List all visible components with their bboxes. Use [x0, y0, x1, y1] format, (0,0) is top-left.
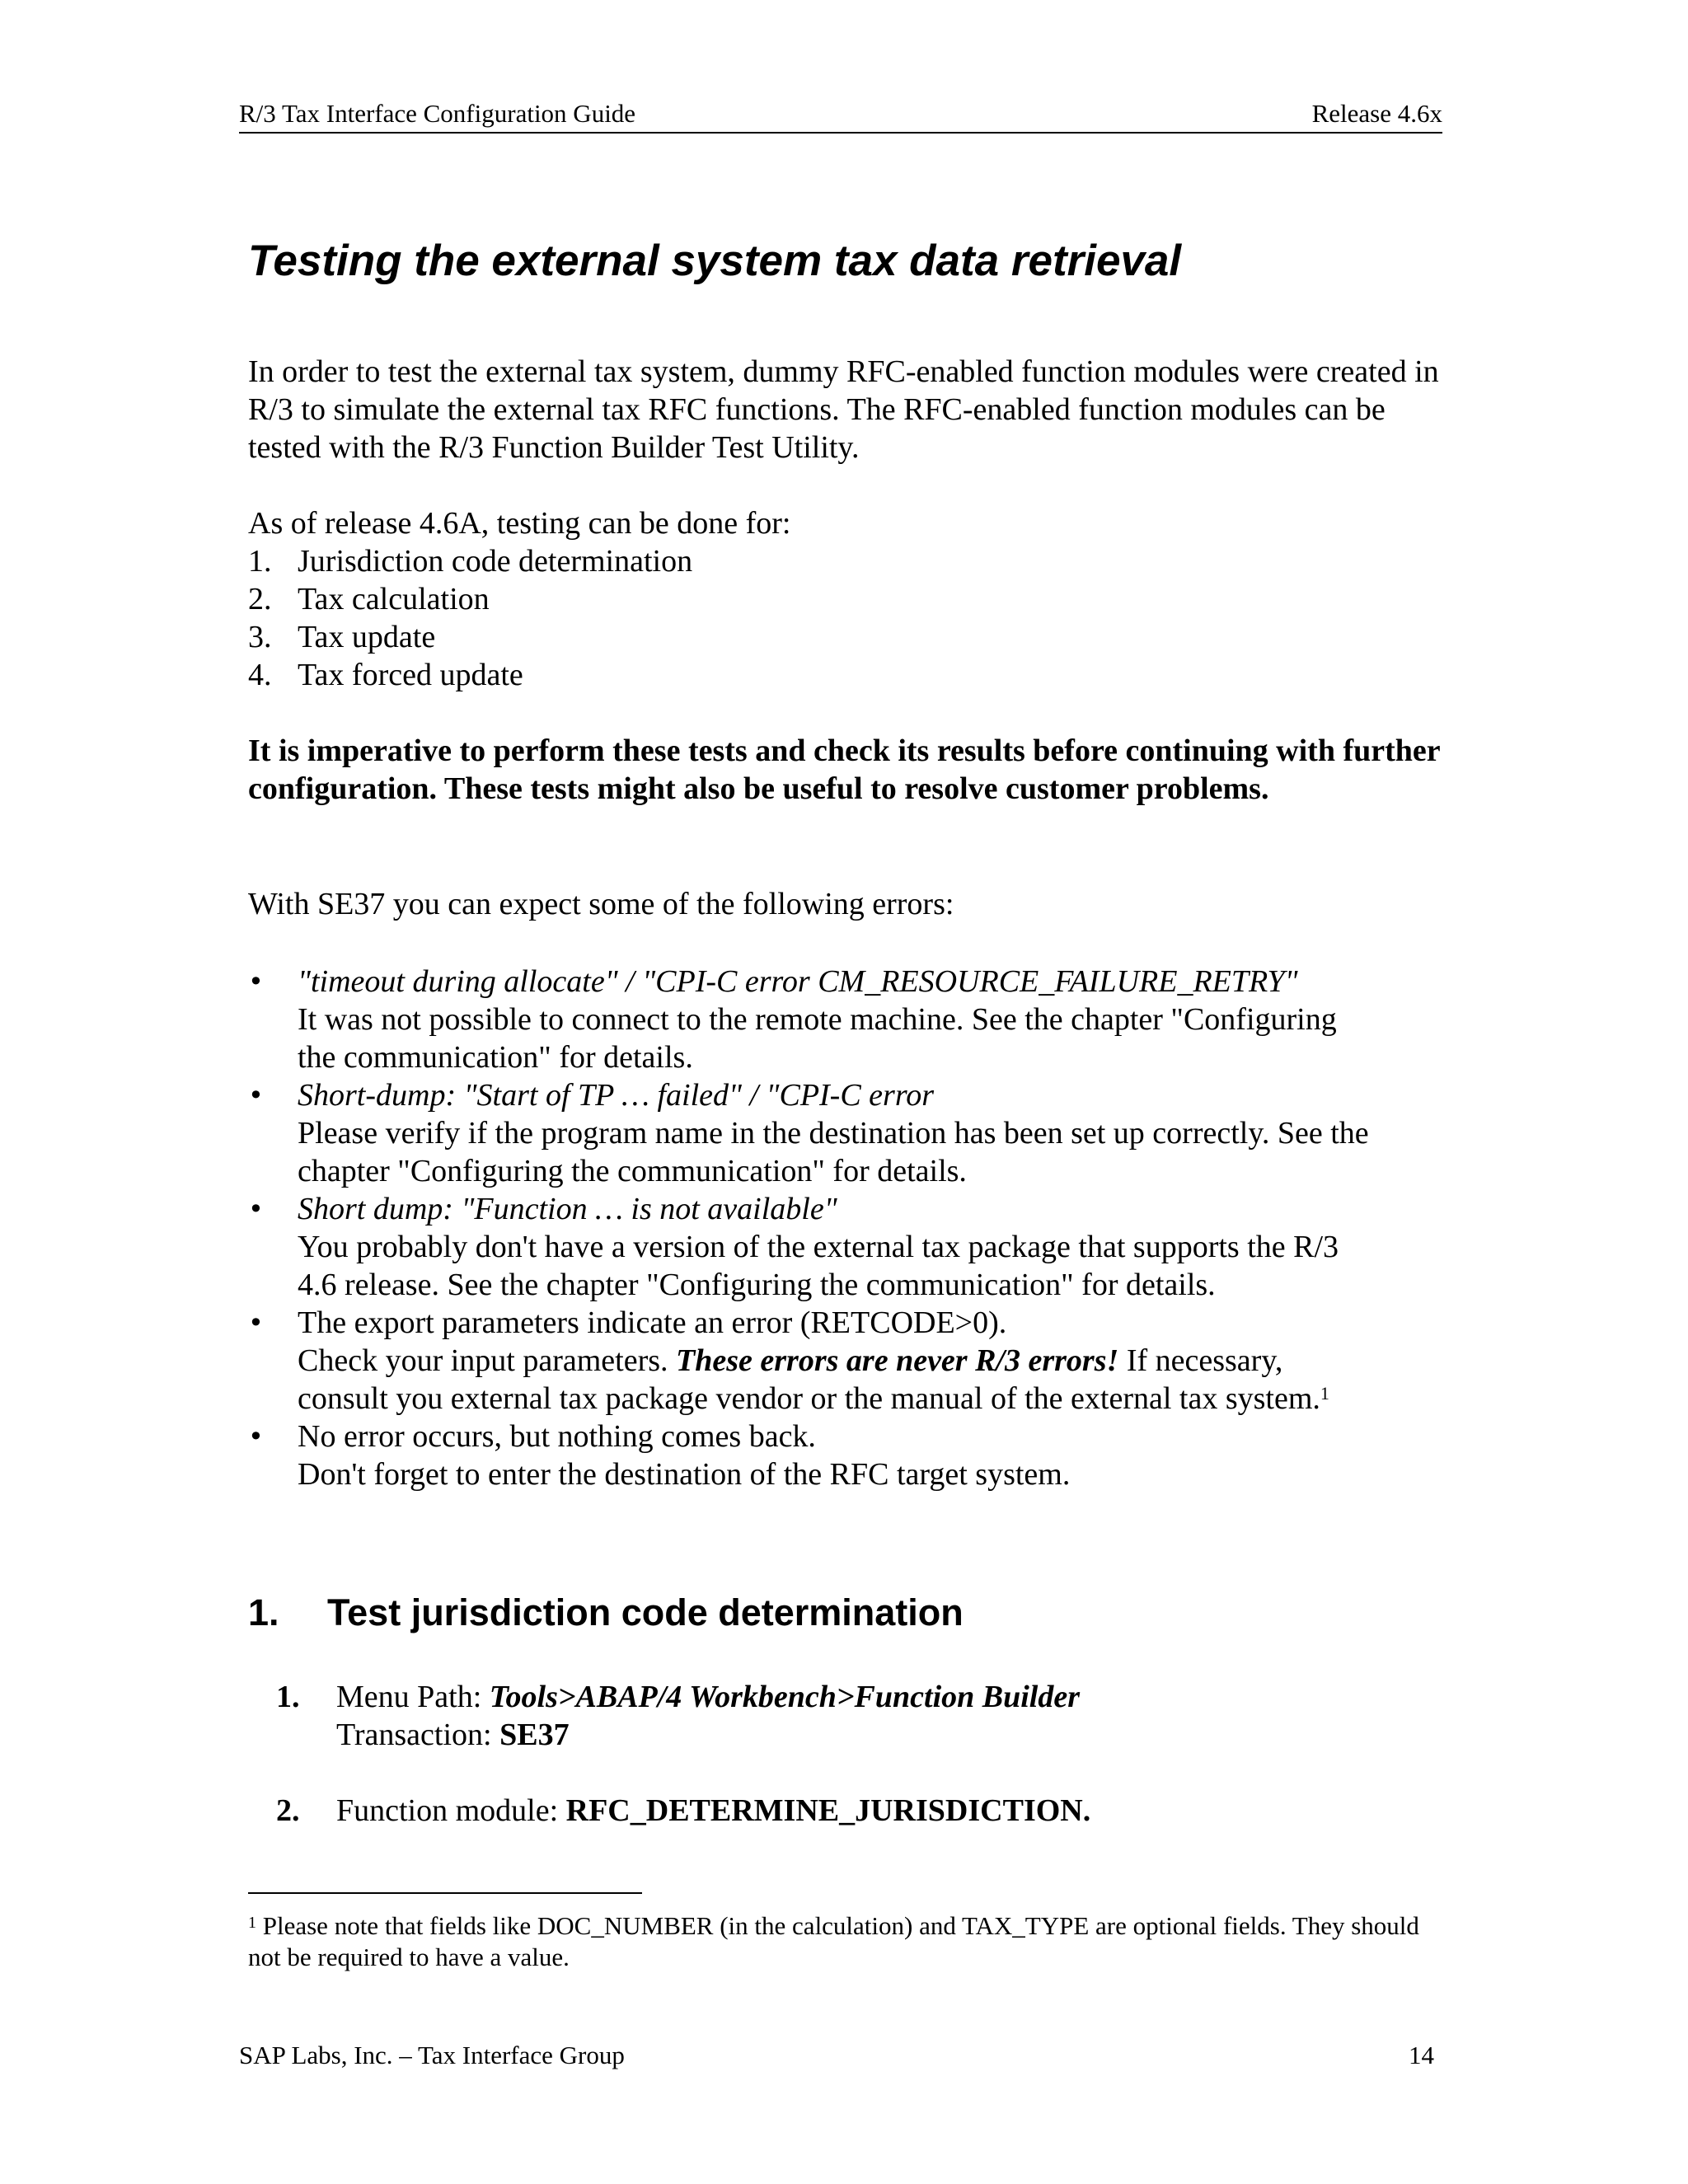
step-number: 2.: [276, 1793, 300, 1828]
error-description: It was not possible to connect to the remote machine. See the chapter "Configuring: [298, 1002, 1337, 1037]
step-content: [336, 1678, 1080, 1754]
footnote-reference: 1: [1320, 1383, 1329, 1404]
list-item-label: Tax forced update: [298, 658, 523, 692]
bullet-icon: •: [248, 1080, 264, 1111]
intro-paragraph: In order to test the external tax system, dummy RFC-enabled function modules were created in R/3 to simulate the external tax RFC functions. The RFC-enabled function modules can be tested with the R/3 Function Builder Test Utility.: [248, 354, 1439, 465]
error-item: [248, 1190, 1451, 1304]
bullet-icon: •: [248, 1307, 264, 1338]
bullet-icon: •: [248, 1193, 264, 1225]
list-item: [248, 656, 692, 694]
section-title: Testing the external system tax data retrieval: [248, 237, 1182, 285]
error-item: [248, 1304, 1451, 1418]
function-module-label: Function module:: [336, 1793, 566, 1828]
errors-list: [248, 963, 1451, 1493]
error-text: If necessary,: [1118, 1343, 1283, 1378]
footnote: [248, 1910, 1451, 1973]
step-number: 1.: [276, 1680, 300, 1714]
error-item: [248, 963, 1451, 1076]
transaction-code: SE37: [499, 1718, 570, 1752]
error-description: the communication" for details.: [298, 1040, 693, 1075]
menu-path: [336, 1678, 1080, 1716]
error-description: chapter "Configuring the communication" for details.: [298, 1154, 967, 1188]
error-description: [298, 1342, 1451, 1380]
footnote-text: Please note that fields like DOC_NUMBER (in the calculation) and TAX_TYPE are optional fields. They should not be required to have a value.: [248, 1911, 1419, 1971]
list-item-label: Jurisdiction code determination: [298, 544, 693, 579]
list-item-number: 3.: [248, 620, 272, 654]
running-header: [239, 97, 1442, 134]
error-item: [248, 1076, 1451, 1190]
list-item-number: 2.: [248, 582, 272, 616]
list-item: [248, 542, 692, 580]
error-text: Check your input parameters.: [298, 1343, 677, 1378]
menu-path-label: Menu Path:: [336, 1680, 490, 1714]
step-content: [336, 1792, 1090, 1830]
function-module-name: RFC_DETERMINE_JURISDICTION.: [565, 1793, 1091, 1828]
list-item-label: Tax calculation: [298, 582, 490, 616]
error-title: "timeout during allocate" / "CPI-C error CM_RESOURCE_FAILURE_RETRY": [298, 964, 1298, 999]
footnote-divider: [248, 1892, 642, 1894]
error-title: Short dump: "Function … is not available": [298, 1192, 837, 1226]
list-item: [248, 618, 692, 656]
subsection-title: Test jurisdiction code determination: [327, 1591, 964, 1633]
subsection-number: 1.: [248, 1591, 279, 1633]
footer-organization: SAP Labs, Inc. – Tax Interface Group: [239, 2041, 625, 2069]
transaction-label: Transaction:: [336, 1718, 500, 1752]
error-title: The export parameters indicate an error (RETCODE>0).: [298, 1305, 1007, 1340]
error-description: You probably don't have a version of the external tax package that supports the R/3: [298, 1230, 1339, 1264]
error-item: [248, 1418, 1451, 1493]
function-module: [336, 1792, 1090, 1830]
list-item-number: 4.: [248, 658, 272, 692]
list-item-label: Tax update: [298, 620, 436, 654]
errors-lead: With SE37 you can expect some of the following errors:: [248, 887, 954, 921]
header-title: R/3 Tax Interface Configuration Guide: [239, 99, 636, 128]
footnote-number: 1: [248, 1914, 256, 1932]
menu-path-value: Tools>ABAP/4 Workbench>Function Builder: [489, 1680, 1081, 1714]
bullet-icon: •: [248, 966, 264, 997]
error-title: No error occurs, but nothing comes back.: [298, 1419, 816, 1454]
imperative-note: It is imperative to perform these tests and check its results before continuing with further configuration. These tests might also be useful to resolve customer problems.: [248, 733, 1440, 806]
list-item-number: 1.: [248, 544, 272, 579]
error-description: Please verify if the program name in the destination has been set up correctly. See the: [298, 1116, 1369, 1151]
error-title: Short-dump: "Start of TP … failed" / "CPI-C error: [298, 1078, 935, 1113]
error-description: 4.6 release. See the chapter "Configuring the communication" for details.: [298, 1268, 1216, 1302]
bullet-icon: •: [248, 1421, 264, 1452]
transaction: [336, 1716, 1080, 1754]
list-item: [248, 580, 692, 618]
tests-lead: As of release 4.6A, testing can be done for:: [248, 506, 791, 541]
subsection-heading: [248, 1591, 964, 1635]
error-emphasis: These errors are never R/3 errors!: [676, 1343, 1119, 1378]
page-number: 14: [1409, 2041, 1434, 2069]
header-release: Release 4.6x: [1311, 99, 1442, 128]
error-description: [298, 1380, 1451, 1418]
error-description: Don't forget to enter the destination of the RFC target system.: [298, 1457, 1071, 1492]
tests-list: [248, 542, 692, 694]
error-text: consult you external tax package vendor or the manual of the external tax system.: [298, 1381, 1320, 1416]
